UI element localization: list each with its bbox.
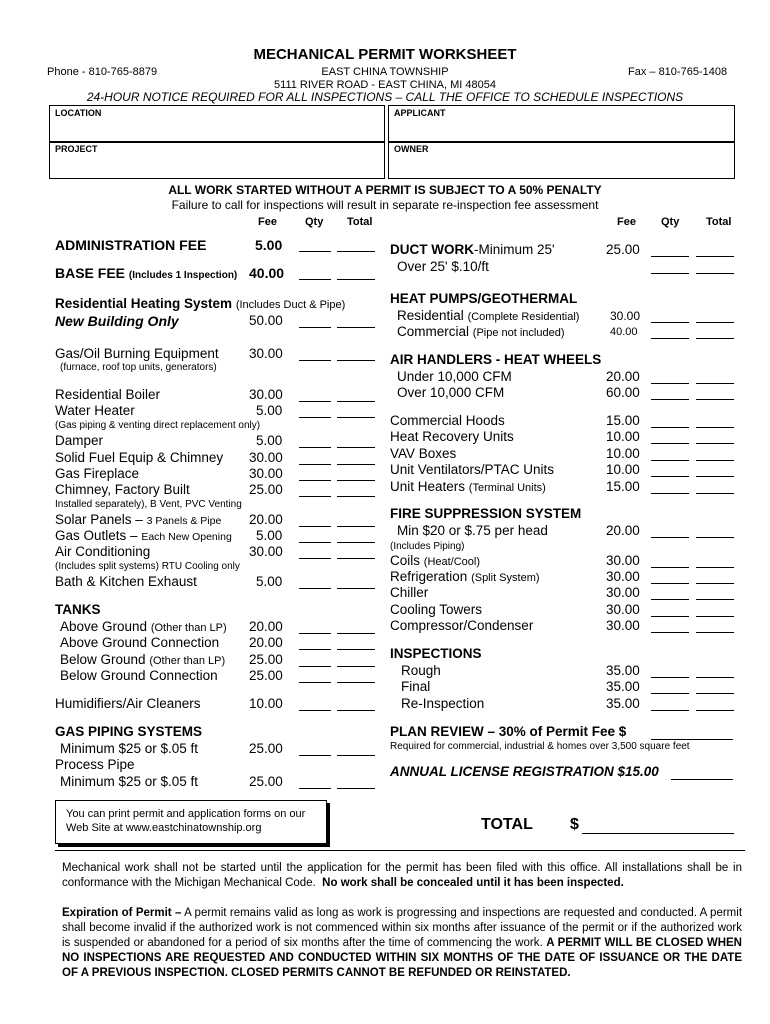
total-field[interactable] bbox=[582, 833, 734, 834]
township-name: EAST CHINA TOWNSHIP bbox=[321, 66, 449, 78]
air-handler-over-fee: 60.00 bbox=[606, 385, 640, 400]
gas-piping-min-label: Minimum $25 or $.05 ft bbox=[60, 741, 199, 756]
total-dollar: $ bbox=[570, 816, 579, 833]
footer-paragraph-2 bbox=[62, 906, 742, 981]
cooling-towers-fee: 30.00 bbox=[606, 602, 640, 617]
final-total-field[interactable] bbox=[696, 693, 734, 694]
location-label: LOCATION bbox=[55, 108, 102, 118]
reinspection-total-field[interactable] bbox=[696, 710, 734, 711]
solar-text: Solar Panels – bbox=[55, 512, 143, 527]
location-box[interactable] bbox=[49, 105, 385, 143]
tank4-total-field[interactable] bbox=[337, 682, 375, 683]
footer-p1-text: Mechanical work shall not be started until the application for the permit has been filed with this office. All installations shall be in conformance with the Michigan Mechanical Code. bbox=[62, 862, 742, 889]
footer-p2-text: A permit remains valid as long as work is progressing and inspections are requested and conducted. A permit shall become invalid if the authorized work is not commenced within six months after issuance of the permit or if the authorized work is suspended or abandoned for a period of six months after the time of commencing the work. bbox=[62, 907, 743, 949]
gas-piping-header: GAS PIPING SYSTEMS bbox=[55, 724, 203, 739]
unit-heaters-fee: 15.00 bbox=[606, 479, 640, 494]
base-fee-label bbox=[55, 265, 237, 281]
applicant-label: APPLICANT bbox=[394, 108, 446, 118]
fire-total-field[interactable] bbox=[696, 537, 734, 538]
solid-fuel-total-field[interactable] bbox=[337, 464, 375, 465]
duct-total-field[interactable] bbox=[696, 256, 734, 257]
humidifier-label: Humidifiers/Air Cleaners bbox=[55, 696, 201, 711]
hoods-fee: 15.00 bbox=[606, 413, 640, 428]
ac-total-field[interactable] bbox=[337, 558, 375, 559]
boiler-label: Residential Boiler bbox=[55, 387, 161, 402]
ac-note: (Includes split systems) RTU Cooling only bbox=[55, 561, 240, 572]
hp-commercial-qty-field[interactable] bbox=[651, 338, 689, 339]
compressor-qty-field[interactable] bbox=[651, 632, 689, 633]
new-building-label: New Building Only bbox=[55, 313, 179, 329]
inspections-header: INSPECTIONS bbox=[390, 646, 482, 661]
website-box bbox=[55, 800, 327, 844]
air-handler-under-fee: 20.00 bbox=[606, 369, 640, 384]
fire-min-fee: 20.00 bbox=[606, 523, 640, 538]
heat-recovery-label: Heat Recovery Units bbox=[390, 429, 514, 444]
duct-work-fee: 25.00 bbox=[606, 242, 640, 257]
unit-ventilators-fee: 10.00 bbox=[606, 462, 640, 477]
hp-residential-qty-field[interactable] bbox=[651, 322, 689, 323]
hp-commercial-total-field[interactable] bbox=[696, 338, 734, 339]
process-pipe-label: Process Pipe bbox=[55, 757, 135, 772]
reinspection-fee: 35.00 bbox=[606, 696, 640, 711]
res-heating-note: (Includes Duct & Pipe) bbox=[235, 299, 346, 311]
tank1-fee: 20.00 bbox=[249, 619, 283, 634]
chiller-label: Chiller bbox=[390, 585, 429, 600]
damper-total-field[interactable] bbox=[337, 447, 375, 448]
refrigeration-label bbox=[390, 569, 540, 584]
footer-p2-bold: A PERMIT WILL BE CLOSED WHEN NO INSPECTIONS ARE REQUESTED AND CONDUCTED WITHIN SIX MONTHS OF THE DATE OF ISSUANCE OR THE DATE OF A PREVIOUS INSPECTION. CLOSED PERMITS CANNOT BE REFUNDED OR REINSTATED. bbox=[62, 937, 742, 979]
final-label: Final bbox=[401, 679, 431, 694]
left-qty-header: Qty bbox=[305, 216, 324, 228]
hp-residential-fee: 30.00 bbox=[610, 309, 641, 323]
tank4-label: Below Ground Connection bbox=[60, 668, 218, 683]
vav-qty-field[interactable] bbox=[651, 460, 689, 461]
bath-exhaust-label: Bath & Kitchen Exhaust bbox=[55, 574, 197, 589]
solid-fuel-label: Solid Fuel Equip & Chimney bbox=[55, 450, 224, 465]
vav-label: VAV Boxes bbox=[390, 446, 457, 461]
rough-total-field[interactable] bbox=[696, 677, 734, 678]
reinspection-warning: Failure to call for inspections will result in separate re-inspection fee assessment bbox=[171, 198, 599, 212]
annual-license-label: ANNUAL LICENSE REGISTRATION $15.00 bbox=[390, 764, 659, 779]
chiller-fee: 30.00 bbox=[606, 585, 640, 600]
coils-total-field[interactable] bbox=[696, 567, 734, 568]
duct-over-total-field[interactable] bbox=[696, 273, 734, 274]
cooling-towers-label: Cooling Towers bbox=[390, 602, 483, 617]
boiler-total-field[interactable] bbox=[337, 401, 375, 402]
hp-commercial-text: Commercial bbox=[397, 324, 470, 339]
air-handler-under-total-field[interactable] bbox=[696, 383, 734, 384]
final-qty-field[interactable] bbox=[651, 693, 689, 694]
base-fee-text: BASE FEE bbox=[55, 265, 126, 281]
admin-qty-field[interactable] bbox=[299, 251, 331, 252]
base-qty-field[interactable] bbox=[299, 279, 331, 280]
left-total-header: Total bbox=[347, 216, 373, 228]
plan-review-field[interactable] bbox=[651, 739, 733, 740]
refrigeration-fee: 30.00 bbox=[606, 569, 640, 584]
footer-p1-bold: No work shall be concealed until it has been inspected. bbox=[322, 877, 624, 889]
unit-heaters-total-field[interactable] bbox=[696, 493, 734, 494]
refrigeration-note: (Split System) bbox=[471, 572, 540, 584]
humidifier-qty-field[interactable] bbox=[299, 710, 331, 711]
footer-divider bbox=[55, 850, 745, 851]
tank3-total-field[interactable] bbox=[337, 666, 375, 667]
water-heater-label: Water Heater bbox=[55, 403, 135, 418]
unit-heaters-note: (Terminal Units) bbox=[468, 482, 546, 494]
compressor-label: Compressor/Condenser bbox=[390, 618, 534, 633]
fire-qty-field[interactable] bbox=[651, 537, 689, 538]
water-heater-fee: 5.00 bbox=[256, 403, 283, 418]
tank1-qty-field[interactable] bbox=[299, 633, 331, 634]
base-fee-value: 40.00 bbox=[249, 265, 285, 281]
phone-number: Phone - 810-765-8879 bbox=[47, 66, 158, 78]
fax-number: Fax – 810-765-1408 bbox=[628, 66, 728, 78]
chimney-total-field[interactable] bbox=[337, 496, 375, 497]
bath-qty-field[interactable] bbox=[299, 588, 331, 589]
coils-label bbox=[390, 553, 480, 568]
chimney-note: Installed separately), B Vent, PVC Venting bbox=[55, 499, 242, 510]
gas-fireplace-total-field[interactable] bbox=[337, 480, 375, 481]
plan-review-label: PLAN REVIEW – 30% of Permit Fee $ bbox=[390, 724, 627, 739]
heat-recovery-fee: 10.00 bbox=[606, 429, 640, 444]
gas-outlets-note: Each New Opening bbox=[141, 531, 232, 543]
vav-fee: 10.00 bbox=[606, 446, 640, 461]
hoods-total-field[interactable] bbox=[696, 427, 734, 428]
duct-work-label bbox=[390, 242, 555, 257]
hp-commercial-label bbox=[397, 324, 565, 339]
res-heating-text: Residential Heating System bbox=[55, 296, 233, 311]
tank3-note: (Other than LP) bbox=[149, 655, 226, 667]
cooling-towers-qty-field[interactable] bbox=[651, 616, 689, 617]
solar-qty-field[interactable] bbox=[299, 526, 331, 527]
new-building-qty-field[interactable] bbox=[299, 327, 331, 328]
heat-recovery-total-field[interactable] bbox=[696, 443, 734, 444]
bath-exhaust-fee: 5.00 bbox=[256, 574, 283, 589]
gas-outlets-total-field[interactable] bbox=[337, 542, 375, 543]
reinspection-label: Re-Inspection bbox=[401, 696, 485, 711]
duct-qty-field[interactable] bbox=[651, 256, 689, 257]
footer-p2-lead: Expiration of Permit – bbox=[62, 907, 182, 919]
gas-outlets-qty-field[interactable] bbox=[299, 542, 331, 543]
tank1-label bbox=[60, 619, 227, 634]
applicant-box[interactable] bbox=[388, 105, 735, 143]
gasoil-label: Gas/Oil Burning Equipment bbox=[55, 346, 219, 361]
duct-work-text: DUCT WORK bbox=[390, 242, 474, 257]
tank2-qty-field[interactable] bbox=[299, 649, 331, 650]
fire-min-label: Min $20 or $.75 per head bbox=[397, 523, 548, 538]
gas-outlets-text: Gas Outlets – bbox=[55, 528, 138, 543]
refrigeration-qty-field[interactable] bbox=[651, 583, 689, 584]
base-total-field[interactable] bbox=[337, 279, 375, 280]
res-heating-label bbox=[55, 296, 345, 311]
chiller-total-field[interactable] bbox=[696, 599, 734, 600]
refrigeration-total-field[interactable] bbox=[696, 583, 734, 584]
duct-work-note: -Minimum 25' bbox=[474, 242, 555, 257]
damper-label: Damper bbox=[55, 433, 104, 448]
footer-paragraph-1 bbox=[62, 861, 742, 891]
tank4-qty-field[interactable] bbox=[299, 682, 331, 683]
penalty-warning: ALL WORK STARTED WITHOUT A PERMIT IS SUBJECT TO A 50% PENALTY bbox=[168, 183, 602, 197]
coils-text: Coils bbox=[390, 553, 421, 568]
air-handler-over-label: Over 10,000 CFM bbox=[397, 385, 505, 400]
owner-label: OWNER bbox=[394, 144, 429, 154]
compressor-fee: 30.00 bbox=[606, 618, 640, 633]
coils-qty-field[interactable] bbox=[651, 567, 689, 568]
hoods-label: Commercial Hoods bbox=[390, 413, 505, 428]
chimney-fee: 25.00 bbox=[249, 482, 283, 497]
unit-ventilators-qty-field[interactable] bbox=[651, 476, 689, 477]
right-fee-header: Fee bbox=[617, 216, 636, 228]
solid-fuel-fee: 30.00 bbox=[249, 450, 283, 465]
inspection-notice: 24-HOUR NOTICE REQUIRED FOR ALL INSPECTIONS – CALL THE OFFICE TO SCHEDULE INSPECTIONS bbox=[86, 90, 684, 104]
hoods-qty-field[interactable] bbox=[651, 427, 689, 428]
left-fee-header: Fee bbox=[258, 216, 277, 228]
rough-qty-field[interactable] bbox=[651, 677, 689, 678]
process-pipe-qty-field[interactable] bbox=[299, 788, 331, 789]
tank3-qty-field[interactable] bbox=[299, 666, 331, 667]
plan-review-note: Required for commercial, industrial & homes over 3,500 square feet bbox=[390, 741, 690, 752]
air-handler-under-qty-field[interactable] bbox=[651, 383, 689, 384]
rough-label: Rough bbox=[401, 663, 441, 678]
solar-fee: 20.00 bbox=[249, 512, 283, 527]
project-label: PROJECT bbox=[55, 144, 98, 154]
refrigeration-text: Refrigeration bbox=[390, 569, 468, 584]
reinspection-qty-field[interactable] bbox=[651, 710, 689, 711]
admin-fee-value: 5.00 bbox=[255, 237, 283, 253]
water-heater-note: (Gas piping & venting direct replacement only) bbox=[55, 420, 261, 431]
fire-suppression-header: FIRE SUPPRESSION SYSTEM bbox=[390, 506, 582, 521]
process-pipe-min-fee: 25.00 bbox=[249, 774, 283, 789]
gasoil-note: (furnace, roof top units, generators) bbox=[60, 362, 217, 373]
humidifier-total-field[interactable] bbox=[337, 710, 375, 711]
rough-fee: 35.00 bbox=[606, 663, 640, 678]
admin-total-field[interactable] bbox=[337, 251, 375, 252]
tank2-fee: 20.00 bbox=[249, 635, 283, 650]
tank1-note: (Other than LP) bbox=[150, 622, 227, 634]
hp-commercial-note: (Pipe not included) bbox=[472, 327, 565, 339]
township-address: 5111 RIVER ROAD - EAST CHINA, MI 48054 bbox=[274, 79, 496, 91]
water-heater-qty-field[interactable] bbox=[299, 417, 331, 418]
gas-fireplace-fee: 30.00 bbox=[249, 466, 283, 481]
gas-piping-qty-field[interactable] bbox=[299, 755, 331, 756]
duct-over-qty-field[interactable] bbox=[651, 273, 689, 274]
tank1-text: Above Ground bbox=[60, 619, 148, 634]
page-title: MECHANICAL PERMIT WORKSHEET bbox=[253, 46, 517, 63]
solar-label bbox=[55, 512, 221, 527]
heat-recovery-qty-field[interactable] bbox=[651, 443, 689, 444]
hp-residential-text: Residential bbox=[397, 308, 464, 323]
process-pipe-total-field[interactable] bbox=[337, 788, 375, 789]
tanks-header: TANKS bbox=[55, 602, 101, 617]
tank3-text: Below Ground bbox=[60, 652, 146, 667]
coils-note: (Heat/Cool) bbox=[423, 556, 481, 568]
tank3-fee: 25.00 bbox=[249, 652, 283, 667]
chimney-qty-field[interactable] bbox=[299, 496, 331, 497]
new-building-fee: 50.00 bbox=[249, 313, 283, 328]
boiler-fee: 30.00 bbox=[249, 387, 283, 402]
unit-heaters-qty-field[interactable] bbox=[651, 493, 689, 494]
base-fee-note: (Includes 1 Inspection) bbox=[128, 270, 238, 281]
solid-fuel-qty-field[interactable] bbox=[299, 464, 331, 465]
annual-license-field[interactable] bbox=[671, 779, 733, 780]
bath-total-field[interactable] bbox=[337, 588, 375, 589]
final-fee: 35.00 bbox=[606, 679, 640, 694]
gas-outlets-label bbox=[55, 528, 232, 543]
fire-note: (Includes Piping) bbox=[390, 541, 465, 552]
air-handler-over-total-field[interactable] bbox=[696, 399, 734, 400]
air-handler-over-qty-field[interactable] bbox=[651, 399, 689, 400]
hp-residential-note: (Complete Residential) bbox=[467, 311, 580, 323]
cooling-towers-total-field[interactable] bbox=[696, 616, 734, 617]
hp-commercial-fee: 40.00 bbox=[610, 326, 638, 338]
damper-fee: 5.00 bbox=[256, 433, 283, 448]
ac-label: Air Conditioning bbox=[55, 544, 151, 559]
chimney-label: Chimney, Factory Built bbox=[55, 482, 190, 497]
unit-ventilators-label: Unit Ventilators/PTAC Units bbox=[390, 462, 555, 477]
solar-total-field[interactable] bbox=[337, 526, 375, 527]
project-box[interactable] bbox=[49, 141, 385, 179]
process-pipe-min-label: Minimum $25 or $.05 ft bbox=[60, 774, 199, 789]
hp-residential-label bbox=[397, 308, 579, 323]
unit-ventilators-total-field[interactable] bbox=[696, 476, 734, 477]
gasoil-fee: 30.00 bbox=[249, 346, 283, 361]
humidifier-fee: 10.00 bbox=[249, 696, 283, 711]
solar-note: 3 Panels & Pipe bbox=[146, 515, 222, 527]
unit-heaters-label bbox=[390, 479, 546, 494]
gas-piping-total-field[interactable] bbox=[337, 755, 375, 756]
tank2-label: Above Ground Connection bbox=[60, 635, 220, 650]
gas-fireplace-qty-field[interactable] bbox=[299, 480, 331, 481]
gasoil-qty-field[interactable] bbox=[299, 360, 331, 361]
gas-piping-min-fee: 25.00 bbox=[249, 741, 283, 756]
air-handlers-header: AIR HANDLERS - HEAT WHEELS bbox=[390, 352, 602, 367]
unit-heaters-text: Unit Heaters bbox=[390, 479, 466, 494]
coils-fee: 30.00 bbox=[606, 553, 640, 568]
compressor-total-field[interactable] bbox=[696, 632, 734, 633]
right-qty-header: Qty bbox=[661, 216, 680, 228]
owner-box[interactable] bbox=[388, 141, 735, 179]
air-handler-under-label: Under 10,000 CFM bbox=[397, 369, 512, 384]
chiller-qty-field[interactable] bbox=[651, 599, 689, 600]
right-total-header: Total bbox=[706, 216, 732, 228]
damper-qty-field[interactable] bbox=[299, 447, 331, 448]
website-line1: You can print permit and application forms on our bbox=[66, 808, 306, 820]
gasoil-total-field[interactable] bbox=[337, 360, 375, 361]
ac-fee: 30.00 bbox=[249, 544, 283, 559]
gas-fireplace-label: Gas Fireplace bbox=[55, 466, 140, 481]
ac-qty-field[interactable] bbox=[299, 558, 331, 559]
hp-residential-total-field[interactable] bbox=[696, 322, 734, 323]
heat-pumps-header: HEAT PUMPS/GEOTHERMAL bbox=[390, 291, 578, 306]
tank2-total-field[interactable] bbox=[337, 649, 375, 650]
tank4-fee: 25.00 bbox=[249, 668, 283, 683]
water-heater-total-field[interactable] bbox=[337, 417, 375, 418]
vav-total-field[interactable] bbox=[696, 460, 734, 461]
duct-over-label: Over 25' $.10/ft bbox=[397, 259, 489, 274]
tank3-label bbox=[60, 652, 225, 667]
website-line2[interactable]: Web Site at www.eastchinatownship.org bbox=[66, 822, 262, 834]
total-label: TOTAL bbox=[481, 816, 533, 833]
admin-fee-label: ADMINISTRATION FEE bbox=[55, 237, 207, 253]
gas-outlets-fee: 5.00 bbox=[256, 528, 283, 543]
new-building-total-field[interactable] bbox=[337, 327, 375, 328]
tank1-total-field[interactable] bbox=[337, 633, 375, 634]
boiler-qty-field[interactable] bbox=[299, 401, 331, 402]
